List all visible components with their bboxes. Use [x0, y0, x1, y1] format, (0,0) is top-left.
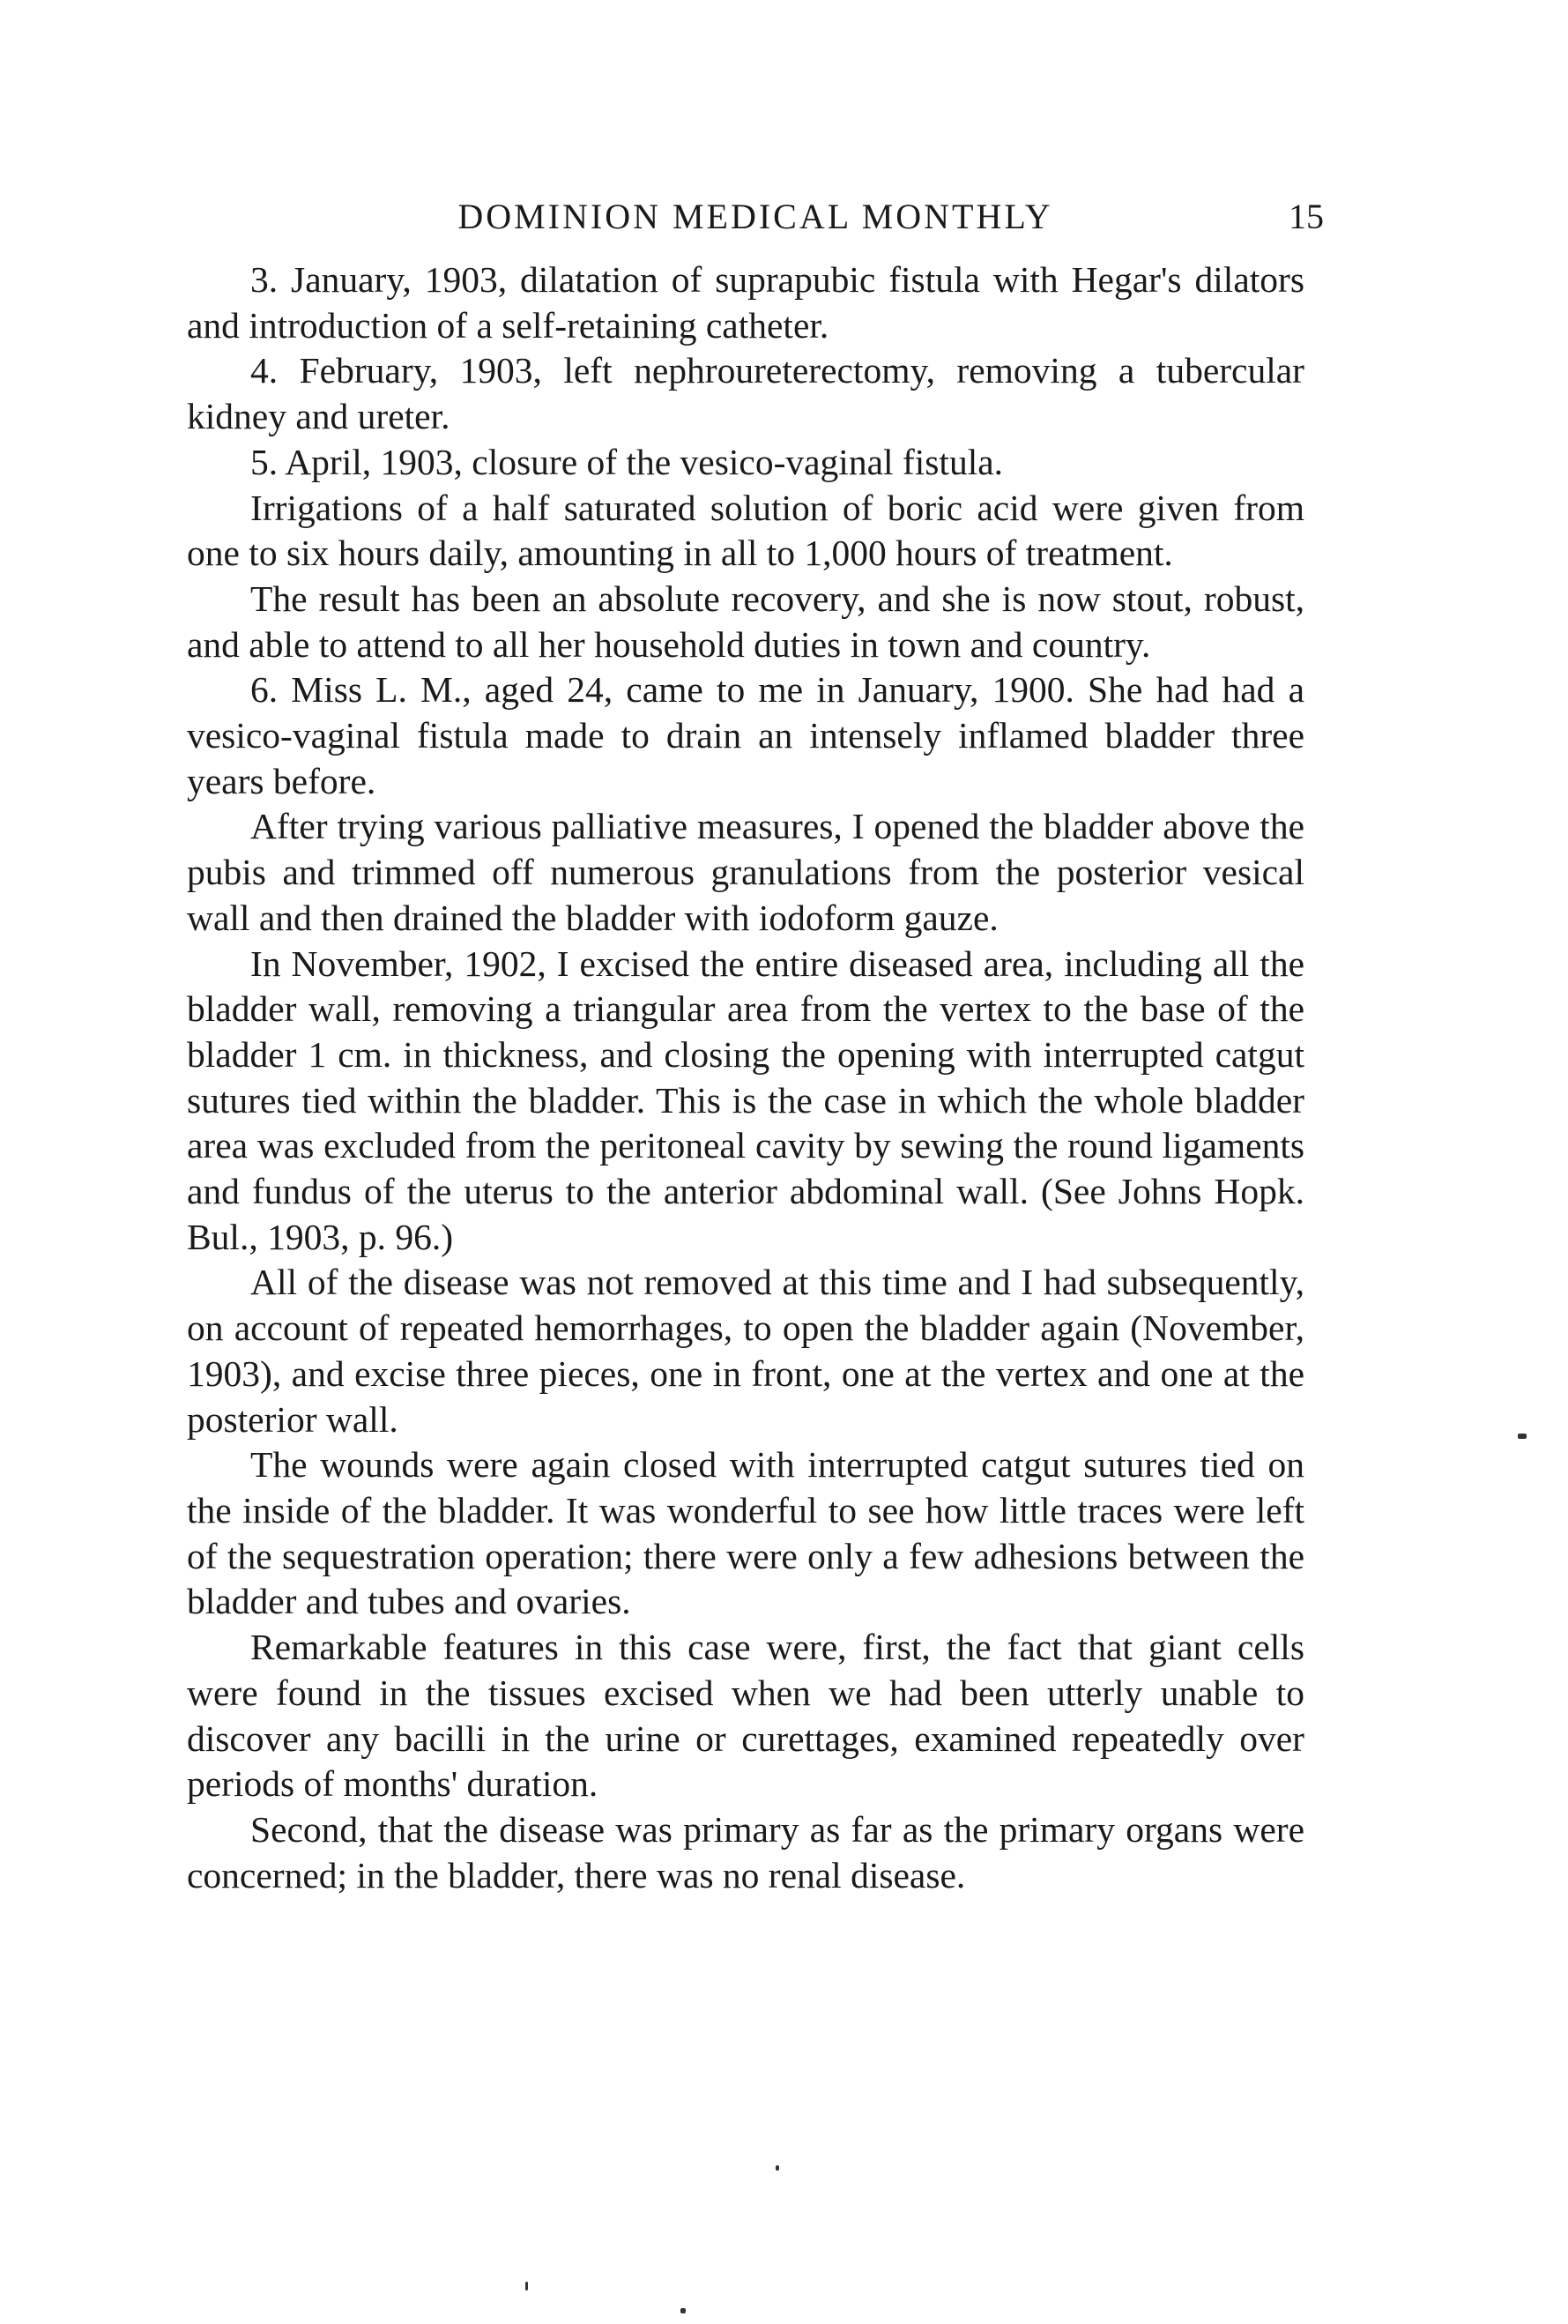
running-header: [187, 190, 1324, 243]
paragraph-step-3: 3. January, 1903, dilatation of suprapubic fistula with Hegar's dilators and introduction of a self-retaining catheter.: [187, 259, 1304, 346]
paragraph-remarkable-features: Remarkable features in this case were, first, the fact that giant cells were found in the tissues excised when we had been utterly unable to discover any bacilli in the urine or curettages, examined repeatedly over periods of months' duration.: [187, 1627, 1304, 1805]
paragraph-step-5: 5. April, 1903, closure of the vesico-vaginal fistula.: [250, 441, 1004, 482]
paragraph-november-1903: All of the disease was not removed at this time and I had subsequently, on account of repeated hemorrhages, to open the bladder again (November, 1903), and excise three pieces, one in front, one at the vertex and one at the posterior wall.: [187, 1262, 1304, 1440]
paragraph-palliative: After trying various palliative measures, I opened the bladder above the pubis and trimmed off numerous granulations from the posterior vesical wall and then drained the bladder with iodoform gauze.: [187, 806, 1304, 938]
paragraph-second-feature: Second, that the disease was primary as far as the primary organs were concerned; in the bladder, there was no renal disease.: [187, 1808, 1304, 1896]
paragraph-step-4: 4. February, 1903, left nephroureterectomy, removing a tubercular kidney and ureter.: [187, 350, 1304, 437]
paragraph-case-6: 6. Miss L. M., aged 24, came to me in January, 1900. She had had a vesico-vaginal fistula made to drain an intensely inflamed bladder three years before.: [187, 669, 1304, 801]
body-text: [187, 257, 1304, 1898]
scan-speck: [680, 2308, 686, 2313]
scan-speck: [525, 2282, 528, 2290]
page-number: 15: [1289, 197, 1324, 236]
paragraph-result: The result has been an absolute recovery, and she is now stout, robust, and able to attend to all her household duties in town and country.: [187, 577, 1304, 665]
paragraph-irrigations: Irrigations of a half saturated solution of boric acid were given from one to six hours daily, amounting in all to 1,000 hours of treatment.: [187, 487, 1304, 574]
scan-speck: [1518, 1434, 1527, 1439]
paragraph-november-1902: In November, 1902, I excised the entire diseased area, including all the bladder wall, removing a triangular area from the vertex to the base of the bladder 1 cm. in thickness, and closing the opening with interrupted catgut sutures tied within the bladder. This is the case in which the whole bladder area was excluded from the peritoneal cavity by sewing the round ligaments and fundus of the uterus to the anterior abdominal wall. (See Johns Hopk. Bul., 1903, p. 96.): [187, 942, 1304, 1257]
scan-speck: [776, 2165, 779, 2171]
paragraph-wounds: The wounds were again closed with interrupted catgut sutures tied on the inside of the bladder. It was wonderful to see how little traces were left of the sequestration operation; there were only a few adhesions between the bladder and tubes and ovaries.: [187, 1444, 1304, 1622]
running-title: DOMINION MEDICAL MONTHLY: [457, 197, 1053, 236]
